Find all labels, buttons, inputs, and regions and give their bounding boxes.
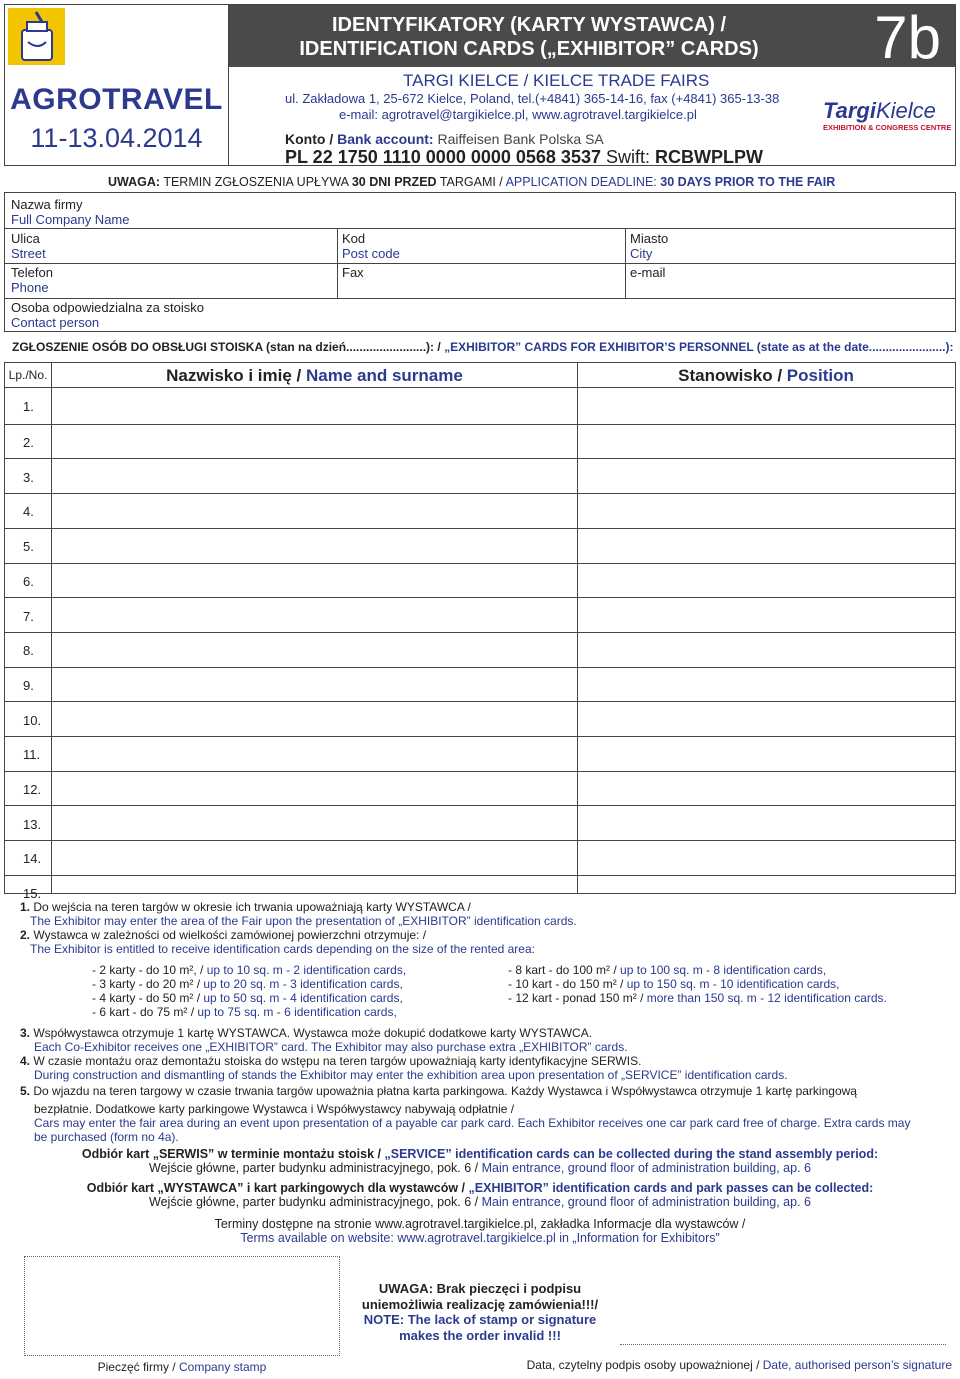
row-number: 13. bbox=[23, 816, 42, 832]
service-heading-en: „SERVICE” identification cards can be collected during the stand assembly period: bbox=[384, 1147, 879, 1161]
position-cell[interactable] bbox=[578, 702, 954, 736]
table-row bbox=[5, 632, 955, 667]
event-branding bbox=[5, 5, 229, 165]
exhibitor-place-en: Main entrance, ground floor of administration building, ap. 6 bbox=[481, 1195, 811, 1209]
row-number: 10. bbox=[23, 712, 42, 728]
table-row bbox=[5, 528, 955, 563]
position-cell[interactable] bbox=[578, 494, 954, 528]
tier-pl: - 4 karty - do 50 m² / bbox=[92, 991, 201, 1005]
signature-label-en: Date, authorised person’s signature bbox=[762, 1358, 952, 1372]
exhibitor-place-pl: Wejście główne, parter budynku administracyjnego, pok. 6 / bbox=[149, 1195, 479, 1209]
tier-pl: - 2 karty - do 10 m², / bbox=[92, 963, 204, 977]
table-row bbox=[5, 840, 955, 875]
agrotravel-logo bbox=[8, 8, 65, 65]
col-name-en: Name and surname bbox=[306, 366, 463, 385]
name-cell[interactable] bbox=[52, 841, 577, 875]
row-number: 15. bbox=[23, 886, 42, 902]
row-number: 5. bbox=[23, 539, 34, 555]
logo-subtitle: EXHIBITION & CONGRESS CENTRE bbox=[823, 123, 952, 132]
org-address: ul. Zakładowa 1, 25-672 Kielce, Poland, tel.(+4841) 365-14-16, fax (+4841) 365-13-38 bbox=[285, 91, 780, 106]
name-cell[interactable] bbox=[52, 598, 577, 632]
col-header-position bbox=[577, 363, 954, 388]
position-cell[interactable] bbox=[578, 389, 954, 424]
company-details-form bbox=[4, 192, 956, 332]
contact-label-pl: Osoba odpowiedzialna za stoisko bbox=[11, 300, 204, 315]
company-stamp-caption bbox=[24, 1360, 340, 1374]
col-name-pl: Nazwisko i imię / bbox=[166, 366, 302, 385]
tier-en: up to 50 sq. m - 4 identification cards, bbox=[203, 991, 403, 1005]
stamp-label-pl: Pieczęć firmy / bbox=[97, 1360, 176, 1374]
stamp-label-en: Company stamp bbox=[178, 1360, 267, 1374]
deadline-pl-2: TARGAMI / bbox=[439, 175, 503, 189]
note-2-en: The Exhibitor is entitled to receive identification cards depending on the size of the rented area: bbox=[30, 942, 535, 956]
title-line-2: IDENTIFICATION CARDS („EXHIBITOR” CARDS) bbox=[299, 38, 759, 60]
contact-person-field[interactable] bbox=[11, 300, 204, 330]
note-3-number: 3. bbox=[20, 1026, 31, 1040]
service-heading-pl: Odbiór kart „SERWIS” w terminie montażu stoisk / bbox=[81, 1147, 381, 1161]
position-cell[interactable] bbox=[578, 459, 954, 493]
form-number: 7b bbox=[874, 4, 941, 71]
note-4-en: During construction and dismantling of stands the Exhibitor may enter the exhibition area upon presentation of „SERVICE” identification cards. bbox=[34, 1068, 788, 1082]
warning-en-2: makes the order invalid !!! bbox=[399, 1327, 561, 1343]
row-number: 4. bbox=[23, 504, 34, 520]
staff-heading bbox=[12, 340, 953, 354]
name-cell[interactable] bbox=[52, 459, 577, 493]
tier-item bbox=[92, 1005, 512, 1019]
account-label-pl: Konto / bbox=[285, 131, 334, 147]
company-name-label-en: Full Company Name bbox=[11, 212, 130, 227]
name-cell[interactable] bbox=[52, 806, 577, 840]
terms-pl: Terminy dostępne na stronie www.agrotravel.targikielce.pl, zakładka Informacje dla wystawców / bbox=[214, 1217, 746, 1231]
deadline-days-pl: 30 DNI PRZED bbox=[351, 175, 437, 189]
row-number: 1. bbox=[23, 399, 34, 415]
position-cell[interactable] bbox=[578, 841, 954, 875]
position-cell[interactable] bbox=[578, 564, 954, 598]
note-2-pl: Wystawca w zależności od wielkości zamówionej powierzchni otrzymuje: / bbox=[33, 928, 427, 942]
note-5-pl-2: bezpłatnie. Dodatkowe karty parkingowe Wystawca i Współwystawcy nabywają odpłatnie / bbox=[34, 1102, 515, 1116]
logo-word-1: Targi bbox=[823, 98, 876, 123]
stamp-warning bbox=[330, 1281, 630, 1343]
swift-label: Swift: bbox=[606, 147, 651, 167]
title-band bbox=[229, 4, 955, 71]
note-2-number: 2. bbox=[20, 928, 31, 942]
position-cell[interactable] bbox=[578, 772, 954, 806]
note-4-number: 4. bbox=[20, 1054, 31, 1068]
service-place-en: Main entrance, ground floor of administration building, ap. 6 bbox=[481, 1161, 811, 1175]
collection-info bbox=[0, 1147, 960, 1245]
divider bbox=[5, 263, 955, 264]
table-row bbox=[5, 597, 955, 632]
tier-item bbox=[92, 963, 512, 977]
tier-item bbox=[508, 977, 948, 991]
table-row bbox=[5, 493, 955, 528]
tiers-right bbox=[508, 963, 948, 1005]
email-label: e-mail bbox=[630, 265, 666, 280]
warning-pl-1: UWAGA: Brak pieczęci i podpisu bbox=[378, 1281, 582, 1296]
staff-heading-en: „EXHIBITOR” CARDS FOR EXHIBITOR’S PERSONNEL (state as at the date.......................): bbox=[444, 340, 954, 354]
staff-heading-pl: ZGŁOSZENIE OSÓB DO OBSŁUGI STOISKA (stan na dzień........................): / bbox=[12, 340, 441, 354]
note-4-pl: W czasie montażu oraz demontażu stoiska do wstępu na teren targów upoważniają karty identyfikacyjne SERWIS. bbox=[33, 1054, 642, 1068]
header bbox=[4, 4, 956, 166]
warning-en-1: NOTE: The lack of stamp or signature bbox=[363, 1312, 597, 1327]
position-cell[interactable] bbox=[578, 425, 954, 459]
table-row bbox=[5, 424, 955, 459]
org-email: e-mail: agrotravel@targikielce.pl, www.agrotravel.targikielce.pl bbox=[339, 107, 697, 122]
name-cell[interactable] bbox=[52, 564, 577, 598]
targi-kielce-logo bbox=[823, 99, 951, 132]
signature-label-pl: Data, czytelny podpis osoby upoważnionej / bbox=[526, 1358, 760, 1372]
tier-pl: - 10 kart - do 150 m² / bbox=[508, 977, 624, 991]
position-cell[interactable] bbox=[578, 529, 954, 563]
note-3-pl: Współwystawca otrzymuje 1 kartę WYSTAWCA. Wystawca może dokupić dodatkowe karty WYSTAWCA. bbox=[33, 1026, 593, 1040]
tier-pl: - 6 kart - do 75 m² / bbox=[92, 1005, 195, 1019]
logo-word-2: Kielce bbox=[875, 98, 936, 123]
bank-account-line bbox=[285, 131, 604, 147]
fax-field[interactable] bbox=[342, 265, 364, 280]
note-5 bbox=[20, 1084, 950, 1098]
position-cell[interactable] bbox=[578, 633, 954, 667]
street-label-en: Street bbox=[11, 246, 46, 261]
tier-en: up to 20 sq. m - 3 identification cards, bbox=[203, 977, 403, 991]
post-code-label-en: Post code bbox=[342, 246, 400, 261]
row-number: 11. bbox=[23, 747, 41, 763]
name-cell[interactable] bbox=[52, 737, 577, 771]
street-field[interactable] bbox=[11, 231, 46, 261]
row-number: 3. bbox=[23, 469, 34, 485]
notes-section bbox=[20, 900, 950, 956]
tier-item bbox=[508, 963, 948, 977]
table-row bbox=[5, 389, 955, 424]
contact-label-en: Contact person bbox=[11, 315, 100, 330]
fax-label: Fax bbox=[342, 265, 364, 280]
event-name: AGROTRAVEL bbox=[10, 83, 223, 116]
iban: PL 22 1750 1110 0000 0000 0568 3537 bbox=[285, 147, 601, 167]
note-4 bbox=[20, 1054, 950, 1068]
table-row bbox=[5, 458, 955, 493]
tier-item bbox=[92, 991, 512, 1005]
bank-name: Raiffeisen Bank Polska SA bbox=[437, 131, 604, 147]
company-stamp-box[interactable] bbox=[24, 1256, 340, 1356]
iban-line bbox=[285, 147, 763, 168]
name-cell[interactable] bbox=[52, 633, 577, 667]
tier-en: up to 100 sq. m - 8 identification cards, bbox=[620, 963, 827, 977]
name-cell[interactable] bbox=[52, 772, 577, 806]
note-1 bbox=[20, 900, 950, 914]
name-cell[interactable] bbox=[52, 389, 577, 424]
exhibitor-heading-en: „EXHIBITOR” identification cards and park passes can be collected: bbox=[468, 1181, 874, 1195]
phone-label-pl: Telefon bbox=[11, 265, 53, 280]
title-line-1: IDENTYFIKATORY (KARTY WYSTAWCA) / bbox=[331, 14, 727, 36]
company-name-label-pl: Nazwa firmy bbox=[11, 197, 83, 212]
table-row bbox=[5, 771, 955, 806]
phone-field[interactable] bbox=[11, 265, 53, 295]
name-cell[interactable] bbox=[52, 425, 577, 459]
city-label-en: City bbox=[630, 246, 653, 261]
note-1-en: The Exhibitor may enter the area of the Fair upon the presentation of „EXHIBITOR” identification cards. bbox=[30, 914, 577, 928]
table-row bbox=[5, 667, 955, 702]
row-number: 12. bbox=[23, 782, 42, 798]
tier-item bbox=[508, 991, 948, 1005]
signature-caption bbox=[500, 1358, 952, 1372]
col-pos-pl: Stanowisko / bbox=[678, 366, 783, 385]
note-5-en-2: be purchased (form no 4a). bbox=[34, 1130, 179, 1144]
deadline-label: UWAGA: bbox=[108, 175, 161, 189]
account-label-en: Bank account: bbox=[337, 131, 434, 147]
street-label-pl: Ulica bbox=[11, 231, 40, 246]
row-number: 9. bbox=[23, 677, 34, 693]
table-row bbox=[5, 805, 955, 840]
col-pos-en: Position bbox=[786, 366, 854, 385]
email-field[interactable] bbox=[630, 265, 665, 280]
tier-pl: - 8 kart - do 100 m² / bbox=[508, 963, 617, 977]
post-code-label-pl: Kod bbox=[342, 231, 366, 246]
tier-en: more than 150 sq. m - 12 identification cards. bbox=[646, 991, 887, 1005]
position-cell[interactable] bbox=[578, 598, 954, 632]
tier-item bbox=[92, 977, 512, 991]
deadline-days-en: 30 DAYS PRIOR TO THE FAIR bbox=[660, 175, 836, 189]
divider bbox=[5, 298, 955, 299]
row-number: 6. bbox=[23, 573, 34, 589]
tier-pl: - 3 karty - do 20 m² / bbox=[92, 977, 201, 991]
name-cell[interactable] bbox=[52, 529, 577, 563]
warning-pl-2: uniemożliwia realizację zamówienia!!!/ bbox=[361, 1296, 599, 1312]
deadline-pl: TERMIN ZGŁOSZENIA UPŁYWA bbox=[163, 175, 349, 189]
row-number: 7. bbox=[23, 608, 34, 624]
signature-line[interactable] bbox=[620, 1344, 946, 1345]
city-field[interactable] bbox=[630, 231, 668, 261]
note-1-number: 1. bbox=[20, 900, 31, 914]
note-2 bbox=[20, 928, 950, 942]
table-row bbox=[5, 701, 955, 736]
deadline-notice bbox=[108, 175, 835, 189]
tier-en: up to 150 sq. m - 10 identification cards, bbox=[626, 977, 840, 991]
table-row bbox=[5, 563, 955, 598]
name-cell[interactable] bbox=[52, 702, 577, 736]
deadline-en: APPLICATION DEADLINE: bbox=[505, 175, 657, 189]
col-header-name bbox=[51, 363, 577, 388]
company-name-field[interactable] bbox=[11, 197, 130, 227]
name-cell[interactable] bbox=[52, 494, 577, 528]
note-1-pl: Do wejścia na teren targów w okresie ich trwania upoważniają karty WYSTAWCA / bbox=[33, 900, 471, 914]
notes-section-2 bbox=[20, 1026, 950, 1144]
tiers-left bbox=[92, 963, 512, 1019]
row-number: 2. bbox=[23, 435, 34, 451]
tier-en: up to 75 sq. m - 6 identification cards, bbox=[197, 1005, 397, 1019]
note-3 bbox=[20, 1026, 950, 1040]
note-5-en-1: Cars may enter the fair area during an event upon presentation of a payable car park card. Each Exhibitor receives one car park card free of charge. Extra cards may bbox=[34, 1116, 911, 1130]
note-5-number: 5. bbox=[20, 1084, 31, 1098]
staff-table bbox=[4, 362, 956, 902]
phone-label-en: Phone bbox=[11, 280, 49, 295]
note-3-en: Each Co-Exhibitor receives one „EXHIBITOR” card. The Exhibitor may also purchase extra „EXHIBITOR” cards. bbox=[34, 1040, 628, 1054]
org-name: TARGI KIELCE / KIELCE TRADE FAIRS bbox=[403, 71, 710, 90]
col-header-no: Lp./No. bbox=[5, 363, 51, 388]
exhibitor-heading-pl: Odbiór kart „WYSTAWCA” i kart parkingowych dla wystawców / bbox=[86, 1181, 466, 1195]
tier-pl: - 12 kart - ponad 150 m² / bbox=[508, 991, 644, 1005]
terms-en: Terms available on website: www.agrotravel.targikielce.pl in „Information for Exhibitors” bbox=[240, 1231, 720, 1245]
row-number: 8. bbox=[23, 643, 34, 659]
event-dates: 11-13.04.2014 bbox=[30, 123, 203, 153]
position-cell[interactable] bbox=[578, 737, 954, 771]
divider bbox=[5, 228, 955, 229]
milk-can-icon bbox=[8, 8, 65, 65]
position-cell[interactable] bbox=[578, 668, 954, 702]
position-cell[interactable] bbox=[578, 806, 954, 840]
city-label-pl: Miasto bbox=[630, 231, 669, 246]
row-number: 14. bbox=[23, 851, 42, 867]
post-code-field[interactable] bbox=[342, 231, 400, 261]
swift-code: RCBWPLPW bbox=[655, 147, 764, 167]
table-row bbox=[5, 736, 955, 771]
note-5-pl-1: Do wjazdu na teren targowy w czasie trwania targów upoważnia płatna karta parkingowa. Każdy Wystawca i Współwystawca otrzymuje 1 kartę parkingową bbox=[33, 1084, 857, 1098]
service-place-pl: Wejście główne, parter budynku administracyjnego, pok. 6 / bbox=[149, 1161, 479, 1175]
name-cell[interactable] bbox=[52, 668, 577, 702]
tier-en: up to 10 sq. m - 2 identification cards, bbox=[206, 963, 407, 977]
